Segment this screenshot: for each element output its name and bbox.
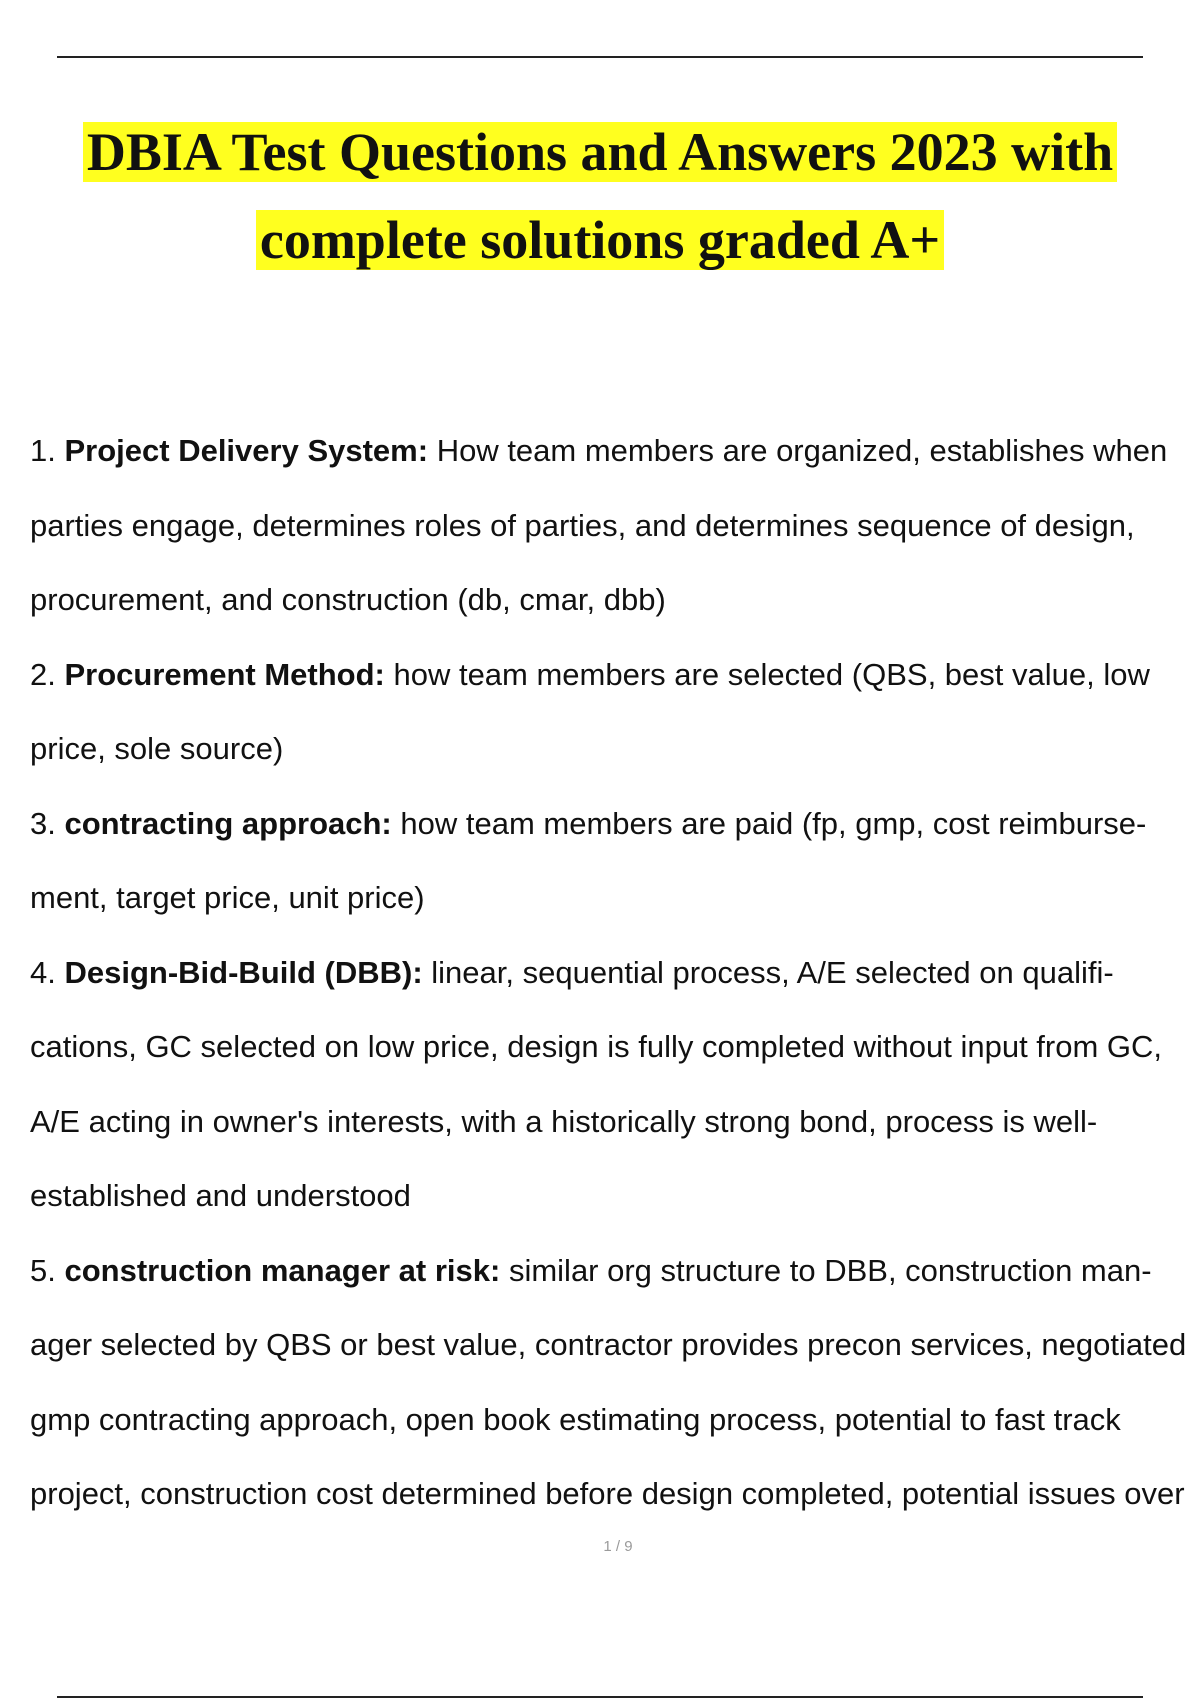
item-number: 4. xyxy=(30,954,56,990)
qa-item xyxy=(30,1234,1200,1532)
qa-item xyxy=(30,787,1200,936)
item-term: construction manager at risk: xyxy=(64,1252,501,1288)
item-definition: How team members are organized, establishes when parties engage, determines roles of parties, and determines sequence of design, procurement, and construction (db, cmar, dbb) xyxy=(30,433,1168,617)
item-number: 5. xyxy=(30,1252,56,1288)
item-number: 1. xyxy=(30,433,56,468)
item-term: Procurement Method: xyxy=(64,656,385,692)
qa-list xyxy=(30,414,1200,1532)
qa-item xyxy=(30,414,1200,638)
item-number: 2. xyxy=(30,656,56,692)
top-rule xyxy=(57,56,1143,58)
title-line-2: complete solutions graded A+ xyxy=(256,210,944,270)
item-term: Design-Bid-Build (DBB): xyxy=(64,954,423,990)
item-definition: how team members are selected (QBS, best value, low price, sole source) xyxy=(30,656,1150,766)
qa-item xyxy=(30,936,1200,1234)
title-line-1: DBIA Test Questions and Answers 2023 with xyxy=(83,122,1117,182)
page-number: 1 / 9 xyxy=(603,1538,633,1555)
item-definition: how team members are paid (fp, gmp, cost reimburse-ment, target price, unit price) xyxy=(30,805,1147,915)
bottom-rule xyxy=(57,1696,1143,1698)
qa-item xyxy=(30,638,1200,787)
item-definition: linear, sequential process, A/E selected on qualifi-cations, GC selected on low price, design is fully completed without input from GC, A/E acting in owner's interests, with a historically strong bond, process is well-established and understood xyxy=(30,954,1163,1213)
item-term: Project Delivery System: xyxy=(64,433,429,468)
item-term: contracting approach: xyxy=(64,805,392,841)
item-definition: similar org structure to DBB, construction man-ager selected by QBS or best value, contractor provides precon services, negotiated gmp contracting approach, open book estimating process, potential to fast track project, construction cost determined before design completed, potential issues over xyxy=(30,1252,1187,1511)
item-number: 3. xyxy=(30,805,56,841)
document-title xyxy=(0,108,1200,284)
